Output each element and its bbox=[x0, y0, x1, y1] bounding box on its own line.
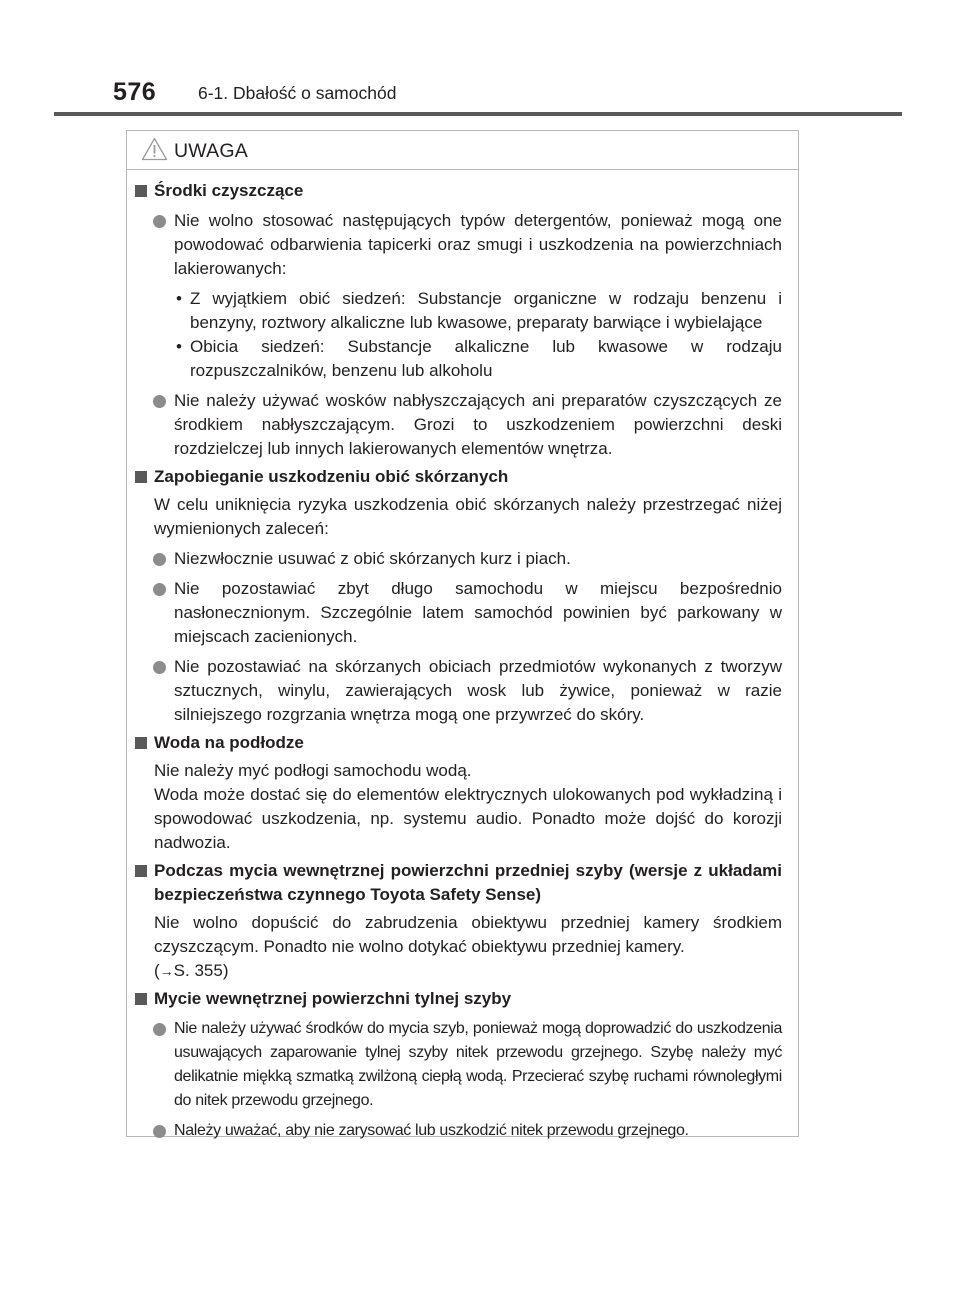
heading-text: Zapobieganie uszkodzeniu obić skórzanych bbox=[154, 467, 509, 486]
section-heading bbox=[130, 859, 782, 907]
square-bullet-icon bbox=[135, 471, 147, 483]
heading-text: Mycie wewnętrznej powierzchni tylnej szyby bbox=[154, 989, 512, 1008]
sub-item bbox=[130, 335, 782, 383]
bullet-item bbox=[130, 389, 782, 461]
warning-header bbox=[127, 131, 798, 170]
item-text: Nie należy używać wosków nabłyszczających ani preparatów czyszczących ze środkiem nabłyszczającym. Grozi to uszkodzeniem powierzchni deski rozdzielczej lub innych lakierowanych elementów wnętrza. bbox=[174, 391, 782, 458]
arrow-right-icon: → bbox=[159, 963, 174, 979]
sub-item bbox=[130, 287, 782, 335]
warning-content bbox=[127, 179, 798, 1143]
bullet-item bbox=[130, 547, 782, 571]
bullet-item bbox=[130, 1017, 782, 1113]
bullet-item bbox=[130, 655, 782, 727]
item-text: Należy uważać, aby nie zarysować lub uszkodzić nitek przewodu grzejnego. bbox=[174, 1122, 689, 1139]
page-number: 576 bbox=[113, 78, 157, 106]
warning-triangle-icon bbox=[141, 137, 168, 161]
paragraph bbox=[130, 911, 782, 983]
circle-bullet-icon bbox=[153, 215, 166, 228]
circle-bullet-icon bbox=[153, 1125, 166, 1138]
heading-text: Woda na podłodze bbox=[154, 733, 304, 752]
section-heading bbox=[130, 179, 782, 203]
square-bullet-icon bbox=[135, 993, 147, 1005]
item-text: Niezwłocznie usuwać z obić skórzanych kurz i piach. bbox=[174, 549, 571, 568]
paragraph: W celu uniknięcia ryzyka uszkodzenia obić skórzanych należy przestrzegać niżej wymienionych zaleceń: bbox=[154, 495, 782, 538]
sub-item-text: Z wyjątkiem obić siedzeń: Substancje organiczne w rodzaju benzenu i benzyny, roztwory alkaliczne lub kwasowe, preparaty barwiące i wybielające bbox=[190, 289, 782, 332]
circle-bullet-icon bbox=[153, 553, 166, 566]
square-bullet-icon bbox=[135, 865, 147, 877]
page-header bbox=[0, 0, 960, 118]
circle-bullet-icon bbox=[153, 395, 166, 408]
sub-item-text: Obicia siedzeń: Substancje alkaliczne lub kwasowe w rodzaju rozpuszczalników, benzenu lub alkoholu bbox=[190, 337, 782, 380]
section-title: 6-1. Dbałość o samochód bbox=[198, 83, 397, 103]
bullet-item bbox=[130, 1119, 782, 1143]
dot-bullet-icon: • bbox=[176, 337, 182, 356]
section-heading bbox=[130, 465, 782, 489]
header-divider bbox=[54, 112, 902, 116]
reference-text: S. 355 bbox=[173, 961, 223, 980]
warning-box bbox=[126, 130, 799, 1137]
dot-bullet-icon: • bbox=[176, 289, 182, 308]
paragraph: Nie należy myć podłogi samochodu wodą. bbox=[154, 761, 472, 780]
page-reference: (→S. 355) bbox=[154, 961, 229, 980]
paragraph-text: Nie wolno dopuścić do zabrudzenia obiektywu przedniej kamery środkiem czyszczącym. Ponadto nie wolno dotykać obiektywu przedniej kamery. bbox=[154, 913, 782, 956]
bullet-item bbox=[130, 577, 782, 649]
circle-bullet-icon bbox=[153, 1023, 166, 1036]
square-bullet-icon bbox=[135, 737, 147, 749]
circle-bullet-icon bbox=[153, 661, 166, 674]
item-text: Nie pozostawiać na skórzanych obiciach przedmiotów wykonanych z tworzyw sztucznych, winylu, zawierających wosk lub żywice, ponieważ w razie silniejszego rozgrzania wnętrza mogą one przywrzeć do skóry. bbox=[174, 657, 782, 724]
section-heading bbox=[130, 731, 782, 755]
circle-bullet-icon bbox=[153, 583, 166, 596]
paragraph: Woda może dostać się do elementów elektrycznych ulokowanych pod wykładziną i spowodować uszkodzenia, np. systemu audio. Ponadto może dojść do korozji nadwozia. bbox=[154, 785, 782, 852]
heading-text: Środki czyszczące bbox=[154, 181, 304, 200]
square-bullet-icon bbox=[135, 185, 147, 197]
bullet-item bbox=[130, 209, 782, 281]
warning-title: UWAGA bbox=[174, 140, 248, 162]
section-heading bbox=[130, 987, 782, 1011]
item-text: Nie pozostawiać zbyt długo samochodu w miejscu bezpośrednio nasłonecznionym. Szczególnie latem samochód powinien być parkowany w miejscach zacienionych. bbox=[174, 579, 782, 646]
heading-text: Podczas mycia wewnętrznej powierzchni przedniej szyby (wersje z układami bezpieczeństwa czynnego Toyota Safety Sense) bbox=[154, 861, 782, 904]
item-text: Nie należy używać środków do mycia szyb, ponieważ mogą doprowadzić do uszkodzenia usuwających zaparowanie tylnej szyby nitek przewodu grzejnego. Szybę należy myć delikatnie miękką szmatką zwilżoną ciepłą wodą. Przecierać szybę ruchami równoległymi do nitek przewodu grzejnego. bbox=[174, 1020, 782, 1109]
item-text: Nie wolno stosować następujących typów detergentów, ponieważ mogą one powodować odbarwienia tapicerki oraz smugi i uszkodzenia na powierzchniach lakierowanych: bbox=[174, 211, 782, 278]
